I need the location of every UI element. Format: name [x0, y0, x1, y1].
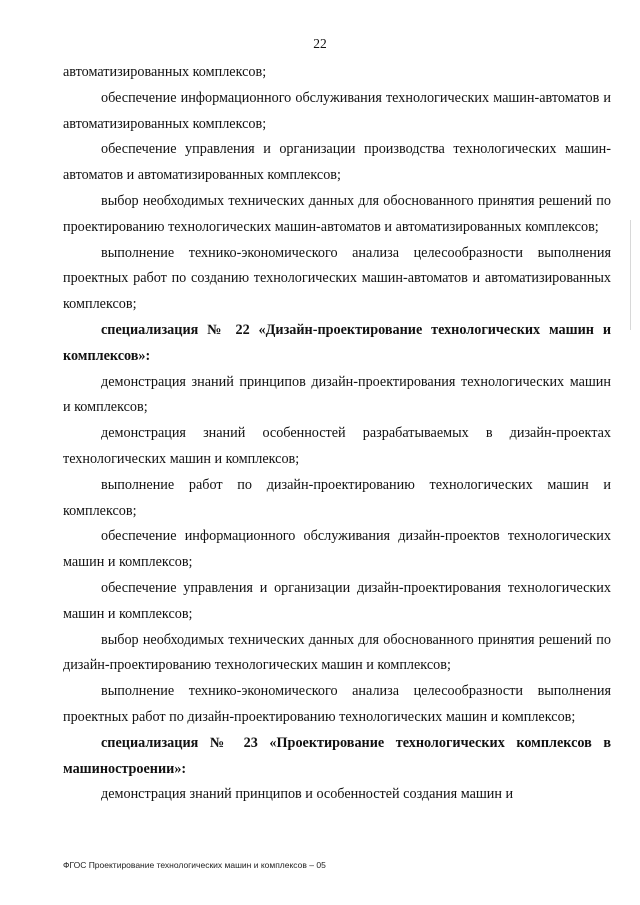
- paragraph: обеспечение управления и организации производства технологических машин-автоматов и автоматизированных комплексов;: [63, 141, 611, 184]
- paragraph: выполнение технико-экономического анализа целесообразности выполнения проектных работ по созданию технологических машин-автоматов и автоматизированных комплексов;: [63, 244, 611, 313]
- paragraph: выполнение работ по дизайн-проектированию технологических машин и комплексов;: [63, 476, 611, 519]
- paragraph: демонстрация знаний принципов дизайн-проектирования технологических машин и комплексов;: [63, 373, 611, 416]
- document-body: [63, 60, 611, 808]
- paragraph: выполнение технико-экономического анализа целесообразности выполнения проектных работ по дизайн-проектированию технологических машин и комплексов;: [63, 683, 611, 725]
- paragraph: обеспечение управления и организации дизайн-проектирования технологических машин и комплексов;: [63, 579, 611, 622]
- scan-edge-line: [630, 220, 631, 330]
- paragraph: выбор необходимых технических данных для обоснованного принятия решений по проектированию технологических машин-автоматов и автоматизированных комплексов;: [63, 192, 611, 235]
- paragraph: демонстрация знаний принципов и особенностей создания машин и: [101, 786, 514, 803]
- paragraph: автоматизированных комплексов;: [63, 64, 267, 80]
- paragraph: демонстрация знаний особенностей разрабатываемых в дизайн-проектах технологических машин и комплексов;: [63, 425, 611, 467]
- page-number: 22: [313, 36, 327, 51]
- section-heading: специализация № 22 «Дизайн-проектирование технологических машин и комплексов»:: [63, 321, 611, 364]
- paragraph: обеспечение информационного обслуживания технологических машин-автоматов и автоматизированных комплексов;: [63, 89, 611, 132]
- paragraph: выбор необходимых технических данных для обоснованного принятия решений по дизайн-проектированию технологических машин и комплексов;: [63, 631, 611, 674]
- page-footer: ФГОС Проектирование технологических машин и комплексов – 05: [63, 860, 326, 870]
- section-heading: специализация № 23 «Проектирование технологических комплексов в машиностроении»:: [63, 734, 611, 777]
- paragraph: обеспечение информационного обслуживания дизайн-проектов технологических машин и комплексов;: [63, 528, 611, 571]
